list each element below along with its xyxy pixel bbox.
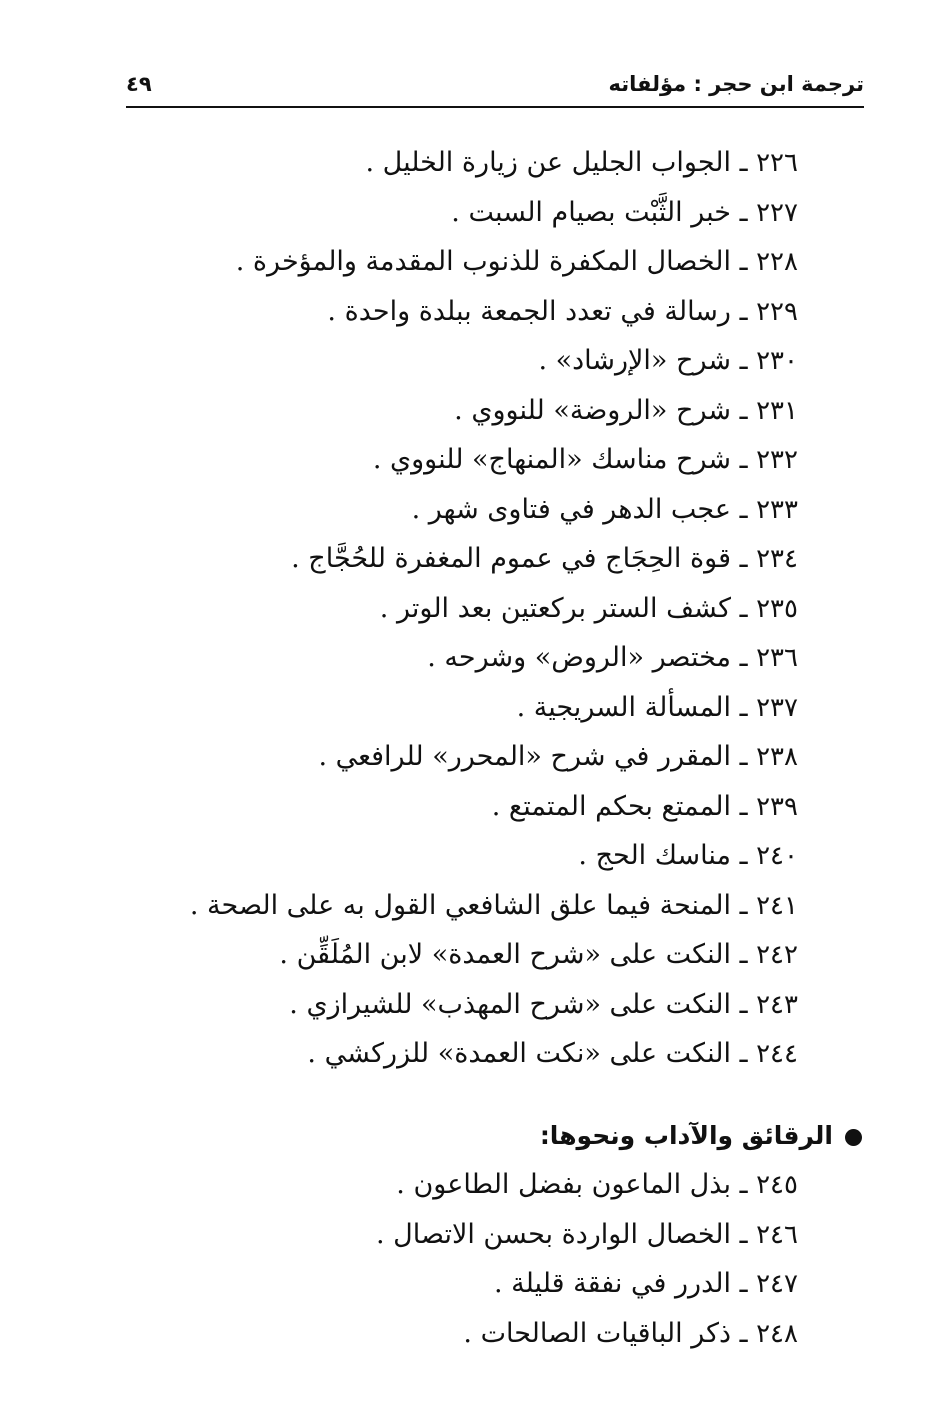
item-title: النكت على «شرح العمدة» لابن المُلَقِّن . [279, 939, 731, 970]
item-number: ٢٤٢ [756, 940, 798, 970]
item-number: ٢٤٠ [756, 841, 798, 871]
item-title: الخصال الواردة بحسن الاتصال . [376, 1218, 731, 1250]
item-number: ٢٣٤ [756, 544, 798, 574]
list-item [142, 1160, 798, 1210]
list-item [138, 930, 798, 980]
section-heading [142, 1112, 862, 1160]
list-item [138, 138, 798, 188]
item-number: ٢٤٦ [756, 1219, 798, 1250]
list-item [138, 633, 798, 683]
item-title: شرح مناسك «المنهاج» للنووي . [372, 444, 731, 475]
item-number: ٢٤٣ [756, 989, 798, 1020]
item-separator: ـ [739, 444, 748, 475]
list-item [138, 881, 798, 931]
item-title: الممتع بحكم المتمتع . [491, 790, 731, 822]
item-separator: ـ [739, 691, 748, 723]
list-item [138, 782, 798, 832]
item-number: ٢٣٣ [756, 494, 798, 525]
item-number: ٢٢٩ [756, 296, 798, 327]
item-number: ٢٣٧ [756, 692, 798, 723]
item-separator: ـ [739, 642, 748, 673]
item-separator: ـ [739, 988, 748, 1020]
page-header [126, 62, 864, 108]
item-title: كشف الستر بركعتين بعد الوتر . [379, 592, 731, 624]
item-title: المسألة السريجية . [516, 691, 731, 723]
list-item [138, 435, 798, 485]
item-title: خبر الثَّبْت بصيام السبت . [451, 196, 731, 228]
list-item [138, 831, 798, 881]
bullet-icon [845, 1129, 862, 1146]
item-title: مختصر «الروض» وشرحه . [427, 642, 731, 673]
item-title: قوة الحِجَاج في عموم المغفرة للحُجَّاج . [291, 543, 731, 574]
list-item [138, 732, 798, 782]
item-title: ذكر الباقيات الصالحات . [463, 1317, 731, 1349]
item-number: ٢٣٢ [756, 445, 798, 475]
list-item [138, 1029, 798, 1079]
item-number: ٢٤٥ [756, 1170, 798, 1200]
item-number: ٢٣٠ [756, 346, 798, 376]
list-item [142, 1309, 798, 1359]
item-separator: ـ [739, 840, 748, 871]
list-item [138, 485, 798, 535]
item-title: المنحة فيما علق الشافعي القول به على الصحة . [189, 889, 731, 921]
item-separator: ـ [739, 889, 748, 921]
item-separator: ـ [739, 790, 748, 822]
page-number: ٤٩ [126, 72, 152, 96]
item-separator: ـ [739, 196, 748, 228]
item-separator: ـ [739, 1218, 748, 1250]
item-separator: ـ [739, 543, 748, 574]
item-separator: ـ [739, 1038, 748, 1069]
item-separator: ـ [739, 246, 748, 277]
item-separator: ـ [739, 741, 748, 772]
list-item [138, 237, 798, 287]
list-item [138, 386, 798, 436]
item-number: ٢٤٧ [756, 1269, 798, 1299]
list-item [138, 683, 798, 733]
item-separator: ـ [739, 1169, 748, 1200]
item-separator: ـ [739, 493, 748, 525]
item-separator: ـ [739, 345, 748, 376]
list-item [142, 1259, 798, 1309]
book-list [138, 138, 798, 1079]
item-separator: ـ [739, 394, 748, 426]
item-number: ٢٣٨ [756, 742, 798, 772]
item-title: النكت على «شرح المهذب» للشيرازي . [289, 988, 731, 1020]
item-number: ٢٤٤ [756, 1039, 798, 1069]
item-title: بذل الماعون بفضل الطاعون . [396, 1169, 731, 1200]
item-title: شرح «الروضة» للنووي . [454, 394, 731, 426]
item-title: المقرر في شرح «المحرر» للرافعي . [318, 741, 731, 772]
list-item [138, 980, 798, 1030]
section-raqaiq [142, 1112, 862, 1358]
item-separator: ـ [739, 147, 748, 178]
item-title: شرح «الإرشاد» . [538, 345, 731, 376]
item-separator: ـ [739, 939, 748, 970]
item-separator: ـ [739, 295, 748, 327]
item-title: عجب الدهر في فتاوى شهر . [411, 493, 731, 525]
item-number: ٢٣١ [756, 395, 798, 426]
item-number: ٢٣٩ [756, 791, 798, 822]
list-item [138, 534, 798, 584]
section-book-list [142, 1160, 798, 1358]
item-number: ٢٣٦ [756, 643, 798, 673]
item-title: الجواب الجليل عن زيارة الخليل . [365, 147, 731, 178]
list-item [138, 336, 798, 386]
item-separator: ـ [739, 1268, 748, 1299]
item-number: ٢٢٧ [756, 197, 798, 228]
item-separator: ـ [739, 1317, 748, 1349]
list-item [142, 1210, 798, 1260]
item-number: ٢٢٦ [756, 148, 798, 178]
item-title: الدرر في نفقة قليلة . [493, 1268, 731, 1299]
item-title: النكت على «نكت العمدة» للزركشي . [307, 1038, 731, 1069]
item-title: الخصال المكفرة للذنوب المقدمة والمؤخرة . [235, 246, 731, 277]
item-title: رسالة في تعدد الجمعة ببلدة واحدة . [327, 295, 731, 327]
section-heading-text: الرقائق والآداب ونحوها: [539, 1121, 833, 1150]
item-number: ٢٣٥ [756, 593, 798, 624]
running-title: ترجمة ابن حجر : مؤلفاته [608, 72, 864, 96]
list-item [138, 287, 798, 337]
item-separator: ـ [739, 592, 748, 624]
item-number: ٢٢٨ [756, 247, 798, 277]
item-title: مناسك الحج . [578, 840, 731, 871]
list-item [138, 188, 798, 238]
item-number: ٢٤٨ [756, 1318, 798, 1349]
item-number: ٢٤١ [756, 890, 798, 921]
list-item [138, 584, 798, 634]
